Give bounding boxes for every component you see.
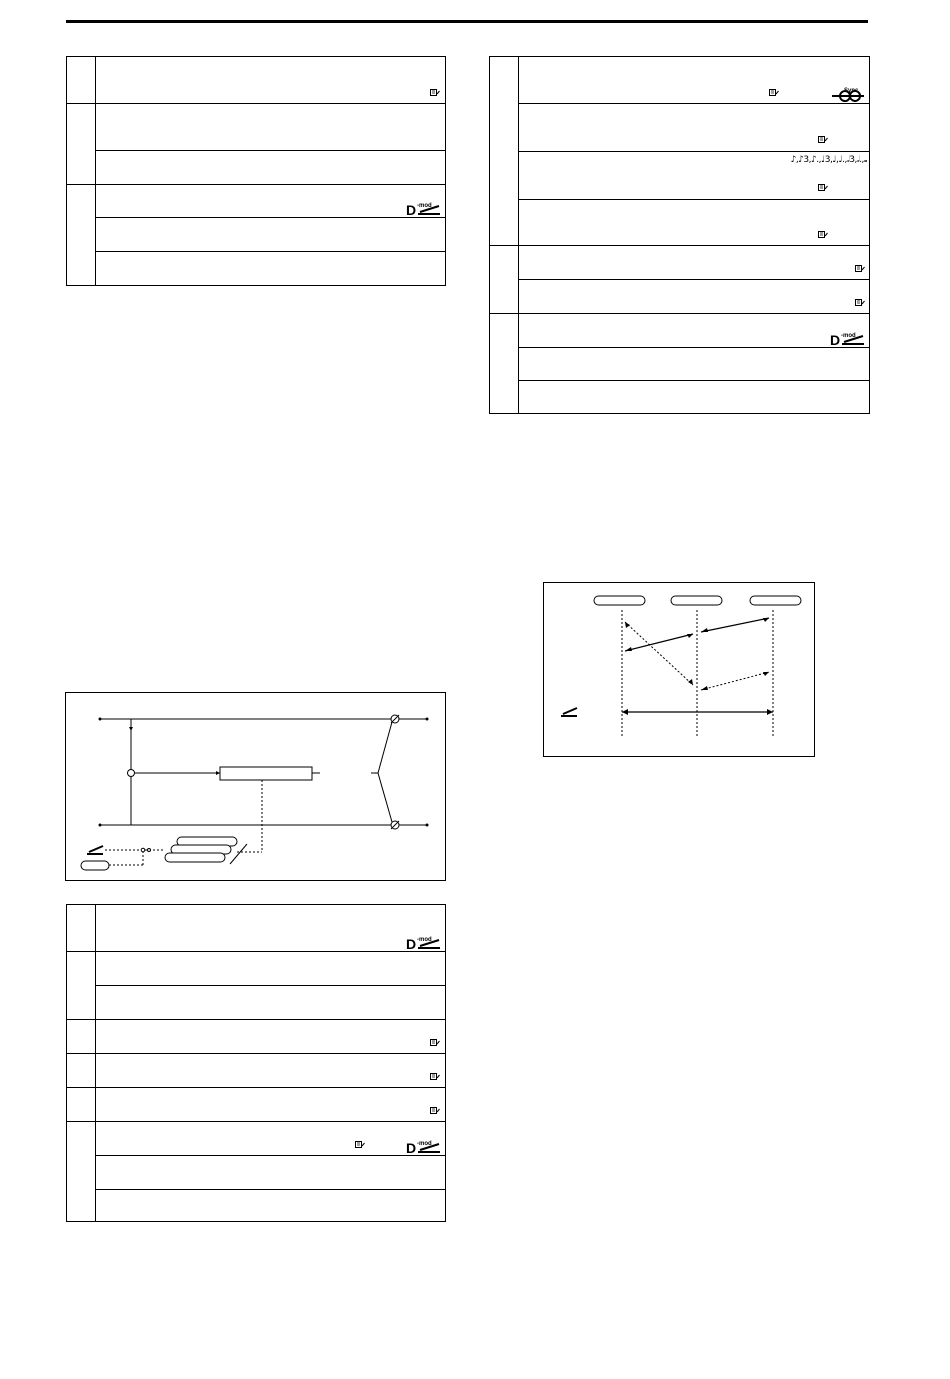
book-reference-icon <box>818 184 828 191</box>
book-reference-icon <box>355 1141 365 1148</box>
param-number-cell <box>67 57 96 104</box>
param-row <box>96 252 446 286</box>
book-reference-icon <box>818 231 828 238</box>
param-number-cell <box>490 314 519 414</box>
dmod-icon <box>406 934 442 950</box>
note-values: ♪,♪3,♪.,♩3,♩,♩.,𝅗𝅥3,𝅗𝅥.,𝅝 <box>790 155 867 165</box>
param-row <box>519 348 870 381</box>
book-reference-icon <box>430 1073 440 1080</box>
book-reference-icon <box>855 265 865 272</box>
block-diagram <box>65 692 446 881</box>
header-rule <box>66 20 868 23</box>
dmod-icon <box>406 1138 442 1154</box>
param-number-cell <box>490 57 519 246</box>
param-row <box>96 1054 446 1088</box>
param-row <box>519 280 870 314</box>
block-diagram-svg <box>65 692 446 881</box>
param-row <box>96 986 446 1020</box>
param-row <box>96 104 446 151</box>
dmod-icon <box>406 200 442 216</box>
param-row <box>96 1156 446 1190</box>
book-reference-icon <box>855 299 865 306</box>
svg-text:Sync: Sync <box>844 88 859 94</box>
svg-text:D: D <box>830 332 841 346</box>
book-reference-icon <box>430 1107 440 1114</box>
param-number-cell <box>67 104 96 185</box>
param-row <box>96 218 446 252</box>
svg-text:D: D <box>406 202 417 216</box>
book-reference-icon <box>769 89 779 96</box>
param-row <box>96 1190 446 1222</box>
param-number-cell <box>67 1020 96 1054</box>
svg-text:-mod: -mod <box>417 937 432 943</box>
param-row <box>519 314 870 348</box>
param-row <box>519 200 870 246</box>
book-reference-icon <box>818 136 828 143</box>
param-row <box>96 151 446 185</box>
svg-text:-mod: -mod <box>417 1141 432 1147</box>
param-number-cell <box>67 1054 96 1088</box>
param-table-top-left <box>66 56 446 286</box>
param-number-cell <box>67 952 96 1020</box>
param-row <box>519 152 870 200</box>
book-reference-icon <box>430 1039 440 1046</box>
svg-text:-mod: -mod <box>417 203 432 209</box>
svg-text:D: D <box>406 936 417 950</box>
svg-text:D: D <box>406 1140 417 1154</box>
dmod-icon <box>830 330 866 346</box>
param-number-cell <box>67 905 96 952</box>
param-row <box>519 246 870 280</box>
param-row <box>96 952 446 986</box>
param-row <box>519 381 870 414</box>
param-number-cell <box>67 1088 96 1122</box>
param-table-bottom-left <box>66 904 446 1222</box>
param-row <box>96 1020 446 1054</box>
timing-diagram-svg <box>543 582 815 757</box>
param-row <box>96 905 446 952</box>
param-number-cell <box>67 185 96 286</box>
sync-icon <box>830 86 866 102</box>
param-row <box>519 104 870 152</box>
param-row <box>96 1088 446 1122</box>
param-row <box>96 57 446 104</box>
svg-text:-mod: -mod <box>841 333 856 339</box>
param-row <box>519 57 870 104</box>
param-row <box>96 185 446 218</box>
param-number-cell <box>67 1122 96 1222</box>
param-row <box>96 1122 446 1156</box>
param-table-top-right <box>489 56 870 414</box>
param-number-cell <box>490 246 519 314</box>
timing-diagram <box>543 582 815 757</box>
book-reference-icon <box>430 89 440 96</box>
